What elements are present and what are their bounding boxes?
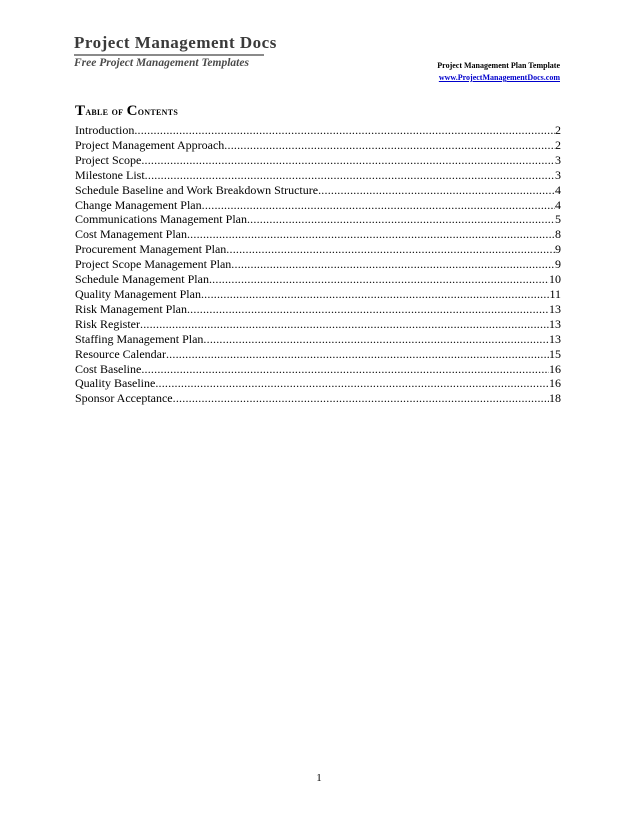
- toc-dot-leader: [140, 317, 549, 332]
- toc-entry-page: 4: [555, 182, 561, 197]
- toc-entry[interactable]: [75, 287, 561, 302]
- toc-dot-leader: [201, 287, 549, 302]
- toc-entry-title: Introduction: [75, 123, 135, 137]
- toc-entry[interactable]: [75, 198, 561, 213]
- toc-entry-title: Staffing Management Plan: [75, 331, 204, 346]
- toc-dot-leader: [203, 332, 549, 347]
- toc-entry-page: 4: [555, 197, 561, 212]
- toc-entry[interactable]: [75, 168, 561, 183]
- logo-subtitle: Free Project Management Templates: [74, 54, 264, 70]
- toc-dot-leader: [155, 376, 549, 391]
- toc-dot-leader: [318, 183, 555, 198]
- toc-entry[interactable]: [75, 153, 561, 168]
- website-link[interactable]: www.ProjectManagementDocs.com: [438, 73, 560, 82]
- toc-dot-leader: [247, 212, 555, 227]
- toc-entry-title: Milestone List: [75, 167, 145, 182]
- toc-entry[interactable]: [75, 183, 561, 198]
- toc-entry-title: Communications Management Plan: [75, 212, 247, 227]
- toc-entry-page: 13: [549, 331, 561, 346]
- toc-entry-page: 9: [555, 242, 561, 257]
- toc-entry-title: Resource Calendar: [75, 346, 166, 361]
- toc-entry[interactable]: [75, 376, 561, 391]
- toc-entry[interactable]: [75, 302, 561, 317]
- toc-entry-page: 18: [549, 391, 561, 406]
- toc-entry-page: 9: [555, 257, 561, 272]
- toc-dot-leader: [173, 391, 549, 406]
- toc-entry[interactable]: [75, 272, 561, 287]
- toc-dot-leader: [187, 227, 555, 242]
- page-number: 1: [316, 772, 322, 784]
- toc-entry-title: Sponsor Acceptance: [75, 391, 173, 406]
- toc-dot-leader: [166, 347, 549, 362]
- toc-entry-page: 13: [549, 316, 561, 331]
- toc-entry-page: 5: [555, 212, 561, 227]
- toc-entry-title: Project Scope: [75, 152, 142, 167]
- toc-entry-title: Quality Baseline: [75, 376, 156, 391]
- toc-dot-leader: [224, 138, 555, 153]
- toc-heading: Table of Contents: [75, 103, 179, 119]
- toc-entry[interactable]: [75, 123, 561, 138]
- toc-entry-title: Change Management Plan: [75, 197, 202, 212]
- toc-entry-page: 2: [555, 137, 561, 152]
- toc-entry-title: Project Scope Management Plan: [75, 257, 232, 272]
- toc-entry-page: 3: [555, 167, 561, 182]
- toc-entry[interactable]: [75, 138, 561, 153]
- toc-entry-title: Risk Register: [75, 316, 140, 331]
- toc-entry-page: 2: [555, 123, 561, 137]
- toc-dot-leader: [226, 242, 555, 257]
- toc-dot-leader: [231, 257, 555, 272]
- toc-entry-title: Schedule Baseline and Work Breakdown Structure: [75, 182, 319, 197]
- toc-dot-leader: [141, 362, 549, 377]
- toc-dot-leader: [202, 198, 555, 213]
- toc-entry-page: 16: [549, 376, 561, 391]
- toc-entry-page: 13: [549, 301, 561, 316]
- toc-entry[interactable]: [75, 227, 561, 242]
- toc-entry[interactable]: [75, 257, 561, 272]
- toc-entry[interactable]: [75, 212, 561, 227]
- toc-dot-leader: [145, 168, 555, 183]
- table-of-contents: [75, 103, 561, 406]
- toc-entry[interactable]: [75, 317, 561, 332]
- toc-list: [75, 123, 561, 406]
- toc-dot-leader: [134, 123, 555, 138]
- toc-entry[interactable]: [75, 362, 561, 377]
- toc-entry-page: 11: [549, 286, 561, 301]
- toc-entry[interactable]: [75, 332, 561, 347]
- toc-entry-title: Cost Management Plan: [75, 227, 187, 242]
- toc-entry-title: Procurement Management Plan: [75, 242, 227, 257]
- toc-dot-leader: [209, 272, 549, 287]
- toc-dot-leader: [187, 302, 549, 317]
- toc-entry-title: Risk Management Plan: [75, 301, 187, 316]
- toc-entry[interactable]: [75, 242, 561, 257]
- toc-entry-title: Project Management Approach: [75, 137, 225, 152]
- document-header: [437, 60, 560, 84]
- toc-entry[interactable]: [75, 347, 561, 362]
- logo: [74, 33, 277, 70]
- toc-entry-title: Schedule Management Plan: [75, 272, 209, 287]
- toc-entry[interactable]: [75, 391, 561, 406]
- toc-entry-page: 3: [555, 152, 561, 167]
- toc-entry-page: 10: [549, 272, 561, 287]
- document-title: Project Management Plan Template: [437, 61, 560, 70]
- toc-entry-page: 15: [549, 346, 561, 361]
- toc-entry-title: Cost Baseline: [75, 361, 142, 376]
- toc-dot-leader: [141, 153, 555, 168]
- logo-title: Project Management Docs: [74, 33, 277, 52]
- toc-entry-page: 8: [555, 227, 561, 242]
- toc-entry-page: 16: [549, 361, 561, 376]
- toc-entry-title: Quality Management Plan: [75, 286, 201, 301]
